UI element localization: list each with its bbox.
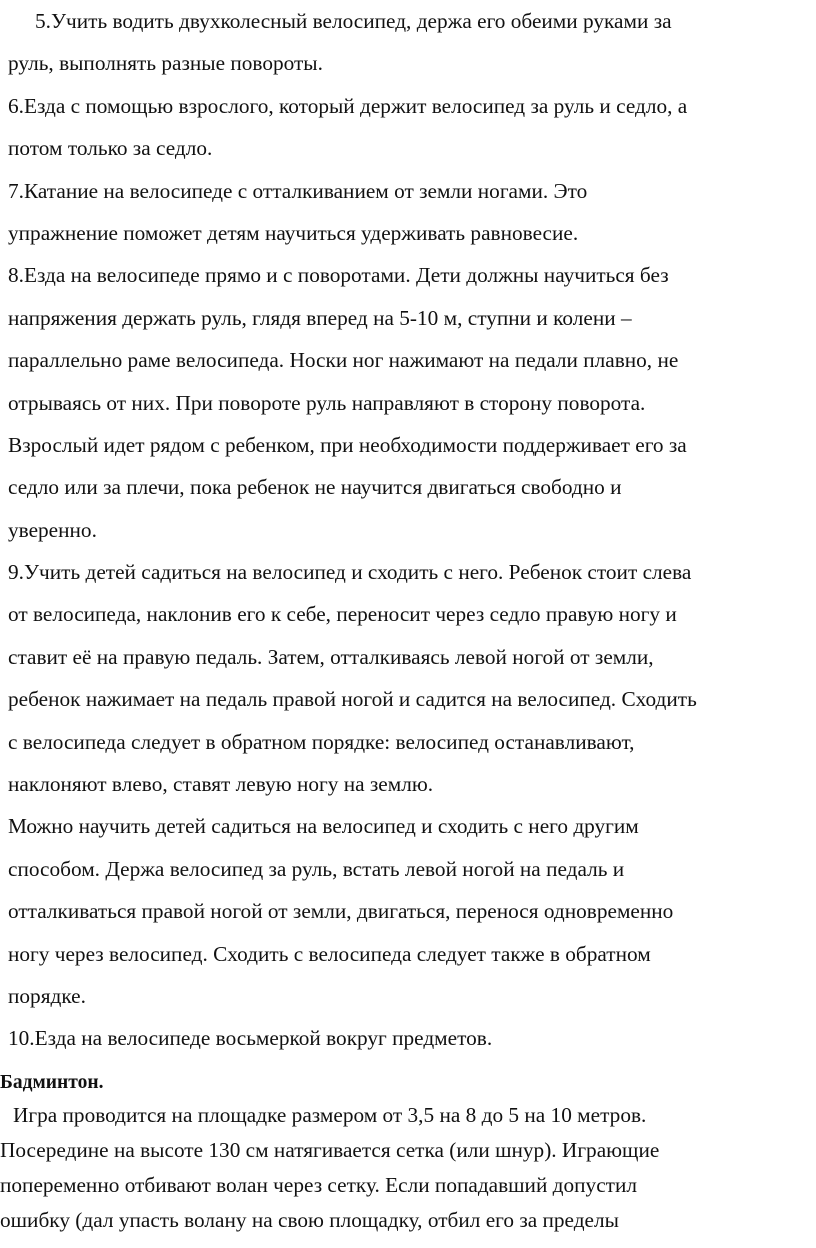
- exercise-list: [8, 0, 808, 1060]
- text-line: наклоняют влево, ставят левую ногу на землю.: [8, 772, 434, 797]
- text-line: уверенно.: [8, 517, 97, 542]
- text-line: 7.Катание на велосипеде с отталкиванием от земли ногами. Это: [8, 178, 588, 203]
- text-line: Игра проводится на площадке размером от 3,5 на 8 до 5 на 10 метров.: [13, 1103, 647, 1127]
- text-line: от велосипеда, наклонив его к себе, переносит через седло правую ногу и: [8, 602, 677, 627]
- text-line: ногу через велосипед. Сходить с велосипеда следует также в обратном: [8, 941, 651, 966]
- text-line: упражнение поможет детям научиться удерживать равновесие.: [8, 220, 579, 245]
- section-body: [0, 1098, 816, 1238]
- text-line: ошибку (дал упасть волану на свою площадку, отбил его за пределы: [0, 1208, 619, 1232]
- text-line: ребенок нажимает на педаль правой ногой и садится на велосипед. Сходить: [8, 687, 697, 712]
- text-line: руль, выполнять разные повороты.: [8, 51, 323, 76]
- text-line: потом только за седло.: [8, 136, 213, 161]
- text-line: параллельно раме велосипеда. Носки ног нажимают на педали плавно, не: [8, 348, 679, 373]
- text-line: ставит её на правую педаль. Затем, отталкиваясь левой ногой от земли,: [8, 644, 654, 669]
- text-line: 6.Езда с помощью взрослого, который держит велосипед за руль и седло, а: [8, 93, 688, 118]
- text-line: 9.Учить детей садиться на велосипед и сходить с него. Ребенок стоит слева: [8, 560, 692, 585]
- text-line: седло или за плечи, пока ребенок не научится двигаться свободно и: [8, 475, 622, 500]
- text-line: отталкиваться правой ногой от земли, двигаться, перенося одновременно: [8, 899, 674, 924]
- text-line: 10.Езда на велосипеде восьмеркой вокруг предметов.: [8, 1026, 493, 1051]
- text-line: Посередине на высоте 130 см натягивается сетка (или шнур). Играющие: [0, 1138, 660, 1162]
- text-line: Взрослый идет рядом с ребенком, при необходимости поддерживает его за: [8, 432, 687, 457]
- text-line: напряжения держать руль, глядя вперед на 5-10 м, ступни и колени –: [8, 305, 632, 330]
- text-line: способом. Держа велосипед за руль, встать левой ногой на педаль и: [8, 856, 625, 881]
- text-line: 5.Учить водить двухколесный велосипед, держа его обеими руками за: [35, 9, 672, 33]
- text-line: порядке.: [8, 983, 86, 1008]
- section-heading: Бадминтон.: [0, 1072, 104, 1093]
- text-line: 8.Езда на велосипеде прямо и с поворотами. Дети должны научиться без: [8, 263, 669, 288]
- text-line: попеременно отбивают волан через сетку. Если попадавший допустил: [0, 1173, 637, 1197]
- text-line: отрываясь от них. При повороте руль направляют в сторону поворота.: [8, 390, 646, 415]
- text-line: Можно научить детей садиться на велосипед и сходить с него другим: [8, 814, 639, 839]
- text-line: с велосипеда следует в обратном порядке: велосипед останавливают,: [8, 729, 635, 754]
